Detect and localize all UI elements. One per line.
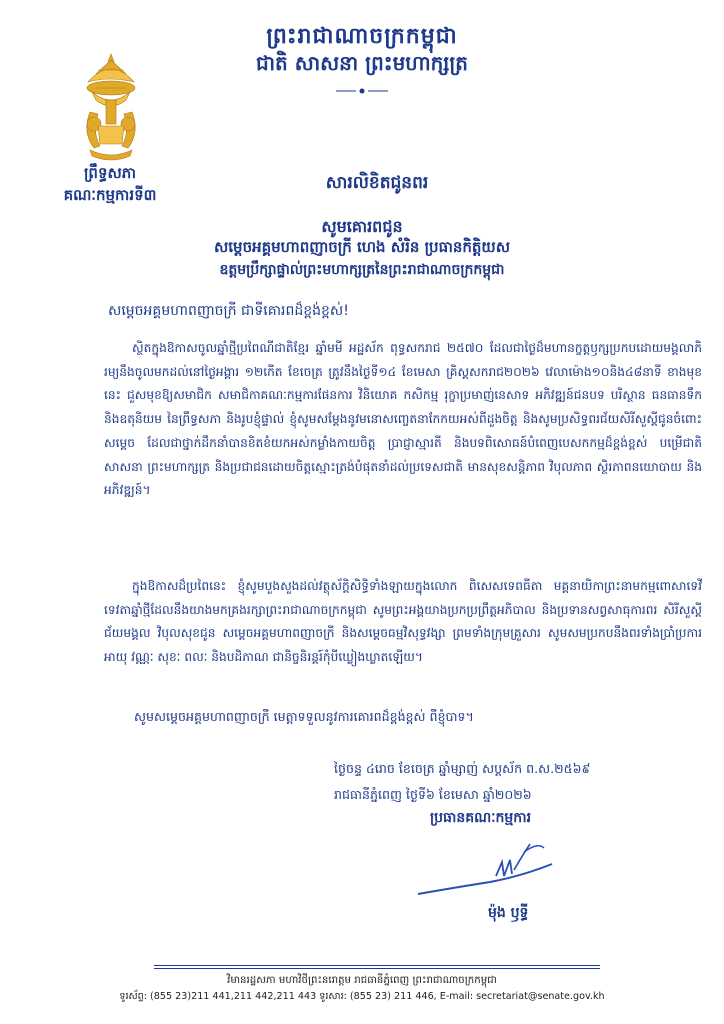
institution-name: ព្រឹទ្ធសភា xyxy=(83,164,137,182)
national-motto: ជាតិ សាសនា ព្រះមហាក្សត្រ xyxy=(256,51,468,75)
handwritten-signature-icon xyxy=(412,836,562,902)
addressee-greeting: សូមគោរពជូន xyxy=(321,217,403,236)
footer-divider xyxy=(154,968,600,969)
footer-contact: ទូរស័ព្ទ: (855 23)211 441,211 442,211 443 ទូរសារ: (855 23) 211 446, E-mail: secretariat@senate.gov.kh xyxy=(119,991,605,1002)
lunar-date: ថ្ងៃចន្ទ ៤រោច ខែចេត្រ ឆ្នាំម្សាញ់ សប្តស័ក ព.ស.២៥៦៩ xyxy=(334,761,591,776)
institution-committee: គណៈកម្មការទី៣ xyxy=(63,186,157,204)
footer-address: វិមានរដ្ឋសភា មហាវិថីព្រះនរោត្តម រាជធានីភ្នំពេញ ព្រះរាជាណាចក្រកម្ពុជា xyxy=(227,975,497,986)
footer-divider xyxy=(154,965,600,966)
signer-title: ប្រធានគណៈកម្មការ xyxy=(430,810,532,826)
body-paragraph-2: ក្នុងឱកាសដ៏ប្រពៃនេះ ខ្ញុំសូមបួងសួងដល់វត្ថុស័ក្តិសិទ្ធិទាំងឡាយក្នុងលោក ពិសេសទេពធីតា មគ្គនាយិកាព្រះនាមកម្មពោសាទេវី ទេវតាឆ្នាំថ្មីដែលនឹងយាងមកគ្រងរក្សាព្រះរាជាណាចក្រកម្ពុជា សូមព្រះអង្គយាងប្រកប្រព្រឹត្តអភិបាល និងប្រទានសព្វសាធុការពរ សិរីសួស្តី ជ័យមង្គល វិបុលសុខជូន សម្តេចអគ្គមហាពញាចក្រី និងសម្តេចធម្មវិសុទ្ធវង្សា ព្រមទាំងក្រុមគ្រួសារ សូមសមប្រកបនឹងពរទាំងប្រាំប្រការ អាយុ វណ្ណៈ សុខៈ ពលៈ និងបដិភាណ ជានិច្ចនិរន្តរ៍កុំបីឃ្លៀងឃ្លាតឡើយ។ xyxy=(104,579,702,665)
addressee-title: ឧត្តមប្រឹក្សាផ្ទាល់ព្រះមហាក្សត្រនៃព្រះរាជាណាចក្រកម្ពុជា xyxy=(219,262,505,278)
document-type-title: សារលិខិតជូនពរ xyxy=(325,173,429,193)
addressee-name: សម្តេចអគ្គមហាពញាចក្រី ហេង សំរិន ប្រធានកិត្តិយស xyxy=(214,238,510,256)
salutation: សម្តេចអគ្គមហាពញាចក្រី ជាទីគោរពដ៏ខ្ពង់ខ្ពស់! xyxy=(108,303,349,319)
closing-line: សូមសម្តេចអគ្គមហាពញាចក្រី មេត្តាទទួលនូវការគោរពដ៏ខ្ពង់ខ្ពស់ ពីខ្ញុំបាទ។ xyxy=(134,709,474,724)
solar-date-place: រាជធានីភ្នំពេញ ថ្ងៃទី៦ ខែមេសា ឆ្នាំ២០២៦ xyxy=(334,787,532,802)
senate-emblem-icon xyxy=(72,52,150,162)
divider-ornament-icon xyxy=(336,86,388,96)
signer-name: ម៉ុង ឫទ្ធី xyxy=(488,905,529,921)
kingdom-title: ព្រះរាជាណាចក្រកម្ពុជា xyxy=(266,24,458,49)
body-paragraph-1: ស្ថិតក្នុងឱកាសចូលឆ្នាំថ្មីប្រពៃណីជាតិខ្មែរ ឆ្នាំមមី អដ្ឋស័ក ពុទ្ធសករាជ ២៥៧០ ដែលជាថ្ងៃដ៏មហានក្ខត្តឫក្សប្រកបដោយមង្គលាភិរម្យនឹងចូលមកដល់នៅថ្ងៃអង្គារ ១២កើត ខែចេត្រ ត្រូវនឹងថ្ងៃទី១៤ ខែមេសា គ្រិស្តសករាជ២០២៦ វេលាម៉ោង១០និង៤៨នាទី ខាងមុខនេះ ជួសមុខឱ្យសមាជិក សមាជិកាគណៈកម្មការផែនការ វិនិយោគ កសិកម្ម រុក្ខាប្រមាញ់នេសាទ អភិវឌ្ឍន៍ជនបទ បរិស្ថាន ធនធានទឹក និងឧតុនិយម នៃព្រឹទ្ធសភា និងរូបខ្ញុំផ្ទាល់ ខ្ញុំសូមសម្តែងនូវមនោសញ្ចេតនាកែកយអស់ពីដួងចិត្ត និងសូមប្រសិទ្ធពរជ័យសិរីសួស្តីជូនចំពោះសម្តេច ដែលជាថ្នាក់ដឹកនាំបានខិតខំយកអស់កម្លាំងកាយចិត្ត ប្រាជ្ញាស្មារតី និងបទពិសោធន៍បំពេញបេសកកម្មដ៏ខ្ពង់ខ្ពស់ បម្រើជាតិ សាសនា ព្រះមហាក្សត្រ និងប្រជាជនដោយចិត្តស្មោះត្រង់បំផុតនាំដល់ប្រទេសជាតិ មានសុខសន្តិភាព វិបុលភាព ស្ថិរភាពនយោបាយ និងអភិវឌ្ឍន៍។ xyxy=(104,341,702,498)
